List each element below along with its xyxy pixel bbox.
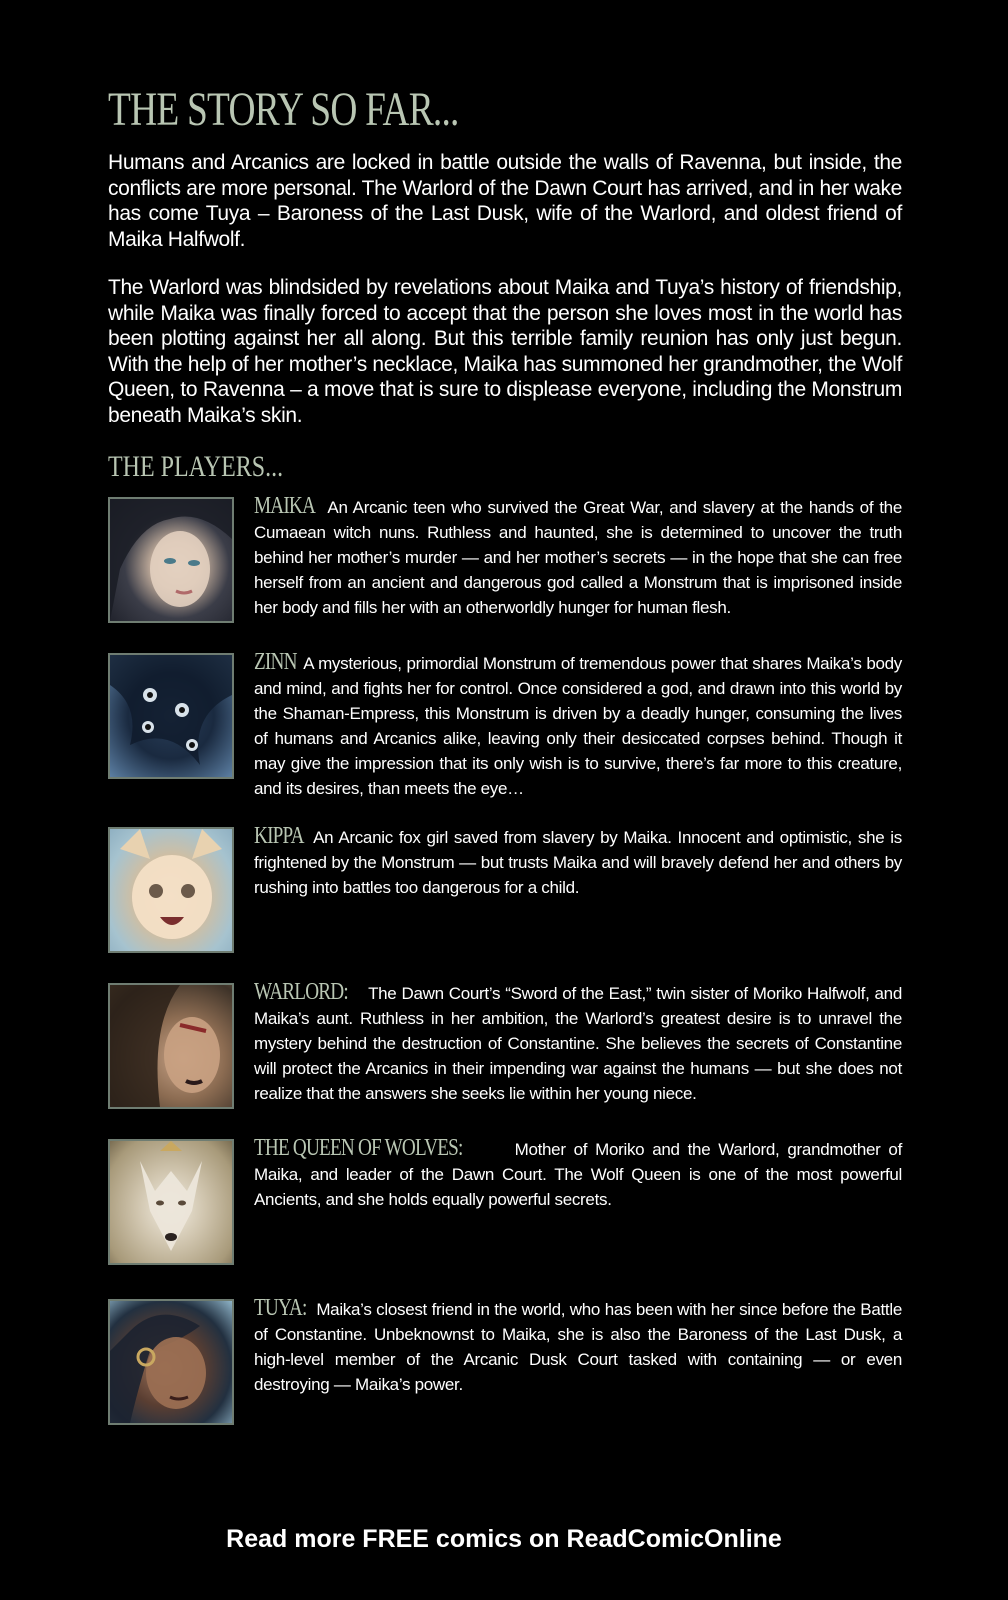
queen-description: Mother of Moriko and the Warlord, grandmother of Maika, and leader of the Dawn Court. The Wolf Queen is one of the most powerful Ancients, and she holds equally powerful secrets. — [254, 1140, 902, 1209]
kippa-portrait-art — [110, 829, 232, 951]
player-kippa — [108, 823, 902, 983]
kippa-portrait — [108, 827, 234, 953]
players-heading: THE PLAYERS... — [108, 450, 284, 483]
kippa-name: KIPPA — [254, 823, 304, 849]
tuya-bio — [254, 1297, 902, 1397]
story-paragraph-2: The Warlord was blindsided by revelations about Maika and Tuya’s history of friendship, while Maika was finally forced to accept that the person she loves most in the world has been plotting against her all along. But this terrible family reunion has only just begun. With the help of her mother’s necklace, Maika has summoned her grandmother, the Wolf Queen, to Ravenna – a move that is sure to displease everyone, including the Monstrum beneath Maika’s skin. — [108, 276, 902, 427]
maika-name: MAIKA — [254, 493, 316, 519]
warlord-bio — [254, 981, 902, 1106]
footer-banner: Read more FREE comics on ReadComicOnline — [226, 1525, 782, 1553]
maika-portrait-art — [110, 499, 232, 621]
maika-description: An Arcanic teen who survived the Great War, and slavery at the hands of the Cumaean witch nuns. Ruthless and haunted, she is determined to uncover the truth behind her mother’s murder — and her mother’s secrets — in the hope that she can free herself from an ancient and dangerous god called a Monstrum that is imprisoned inside her body and fills her with an otherworldly hunger for human flesh. — [254, 498, 902, 617]
player-queen-of-wolves — [108, 1135, 902, 1299]
queen-portrait-art — [110, 1141, 232, 1263]
player-tuya — [108, 1295, 902, 1425]
maika-bio — [254, 495, 902, 620]
queen-bio — [254, 1137, 902, 1212]
zinn-bio — [254, 651, 902, 801]
story-paragraph-1: Humans and Arcanics are locked in battle outside the walls of Ravenna, but inside, the conflicts are more personal. The Warlord of the Dawn Court has arrived, and in her wake has come Tuya – Baroness of the Last Dusk, wife of the Warlord, and oldest friend of Maika Halfwolf. — [108, 151, 902, 251]
maika-portrait — [108, 497, 234, 623]
zinn-description: A mysterious, primordial Monstrum of tremendous power that shares Maika’s body and mind, and fights her for control. Once considered a god, and drawn into this world by the Shaman-Empress, this Monstrum is driven by a deadly hunger, consuming the lives of humans and Arcanics alike, leaving only their desiccated corpses behind. Though it may give the impression that its only wish is to survive, there’s far more to this creature, and its desires, than meets the eye… — [254, 654, 902, 798]
zinn-portrait-art — [110, 655, 232, 777]
page-title: THE STORY SO FAR... — [108, 83, 459, 136]
warlord-portrait — [108, 983, 234, 1109]
tuya-portrait-art — [110, 1301, 232, 1423]
warlord-name: WARLORD: — [254, 979, 348, 1005]
player-zinn — [108, 649, 902, 827]
warlord-portrait-art — [110, 985, 232, 1107]
player-maika — [108, 493, 902, 653]
queen-portrait — [108, 1139, 234, 1265]
story-summary — [108, 150, 902, 428]
tuya-name: TUYA: — [254, 1295, 307, 1321]
queen-name: THE QUEEN OF WOLVES: — [254, 1135, 463, 1161]
kippa-bio — [254, 825, 902, 900]
zinn-name: ZINN — [254, 649, 297, 675]
kippa-description: An Arcanic fox girl saved from slavery by Maika. Innocent and optimistic, she is frightened by the Monstrum — but trusts Maika and will bravely defend her and others by rushing into battles too dangerous for a child. — [254, 828, 902, 897]
warlord-description: The Dawn Court’s “Sword of the East,” twin sister of Moriko Halfwolf, and Maika’s aunt. Ruthless in her ambition, the Warlord’s greatest desire is to unravel the mystery behind the destruction of Constantine. She believes the secrets of Constantine will protect the Arcanics in their impending war against the humans — but she does not realize that the answers she seeks lie within her young niece. — [254, 984, 902, 1103]
player-warlord — [108, 979, 902, 1139]
tuya-portrait — [108, 1299, 234, 1425]
tuya-description: Maika’s closest friend in the world, who has been with her since before the Battle of Constantine. Unbeknownst to Maika, she is also the Baroness of the Last Dusk, a high-level member of the Arcanic Dusk Court tasked with containing — or even destroying — Maika’s power. — [254, 1300, 902, 1394]
story-page — [108, 84, 902, 1425]
zinn-portrait — [108, 653, 234, 779]
